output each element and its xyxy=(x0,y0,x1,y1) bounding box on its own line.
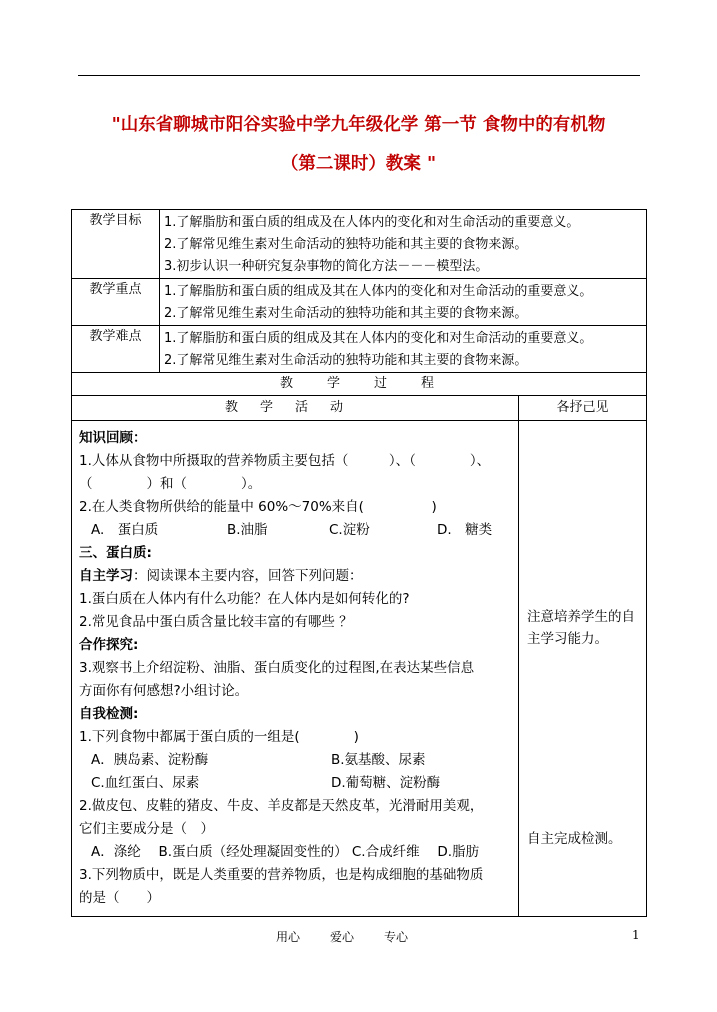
footer-word: 用心 xyxy=(276,930,301,944)
section-heading: 三、蛋白质: xyxy=(79,545,152,561)
question-text: 1.蛋白质在人体内有什么功能？在人体内是如何转化的? xyxy=(79,591,410,607)
document-title-line2: （第二课时）教案 " xyxy=(280,154,437,174)
question-text: 1.人体从食物中所摄取的营养物质主要包括（ ）、（ ）、 xyxy=(79,453,491,469)
activity-header: 教学活动 xyxy=(72,396,519,421)
notes-header: 各抒己见 xyxy=(519,396,647,421)
difficulties-row xyxy=(72,326,647,373)
option: A. 蛋白质 xyxy=(91,522,159,538)
question-text: （ ）和（ ）。 xyxy=(79,476,262,492)
option: C.淀粉 xyxy=(329,522,370,538)
objectives-row xyxy=(72,210,647,279)
activity-row xyxy=(72,421,647,917)
key-point-item: 1.了解脂肪和蛋白质的组成及其在人体内的变化和对生命活动的重要意义。 xyxy=(164,284,593,299)
footer-word: 专心 xyxy=(384,930,409,944)
option: A．胰岛素、淀粉酶 xyxy=(91,752,209,768)
objectives-label: 教学目标 xyxy=(72,210,160,279)
objective-item: 3.初步认识一种研究复杂事物的简化方法－－－模型法。 xyxy=(164,259,489,274)
self-study-label: 自主学习 xyxy=(79,568,133,584)
question-text: 它们主要成分是（ ） xyxy=(79,821,214,837)
key-point-item: 2.了解常见维生素对生命活动的独特功能和其主要的食物来源。 xyxy=(164,306,528,321)
section-heading: 自我检测: xyxy=(79,706,139,722)
question-text: 2.常见食品中蛋白质含量比较丰富的有哪些 ？ xyxy=(79,614,353,630)
lesson-plan-table xyxy=(71,209,647,917)
question-text: 2.做皮包、皮鞋的猪皮、牛皮、羊皮都是天然皮革，光滑耐用美观， xyxy=(79,798,484,814)
option: D.葡萄糖、淀粉酶 xyxy=(331,775,441,791)
process-header: 教学过程 xyxy=(72,373,647,396)
activity-header-row xyxy=(72,396,647,421)
document-title-line1: "山东省聊城市阳谷实验中学九年级化学 第一节 食物中的有机物 xyxy=(111,115,606,135)
objective-item: 1.了解脂肪和蛋白质的组成及在人体内的变化和对生命活动的重要意义。 xyxy=(164,215,580,230)
difficulty-item: 2.了解常见维生素对生命活动的独特功能和其主要的食物来源。 xyxy=(164,353,528,368)
activity-content xyxy=(72,421,519,917)
note-self-check: 自主完成检测。 xyxy=(527,831,622,847)
section-heading: 合作探究: xyxy=(79,637,139,653)
notes-column xyxy=(519,421,647,917)
key-points-label: 教学重点 xyxy=(72,279,160,326)
self-study-text: ：阅读课本主要内容，回答下列问题： xyxy=(133,568,363,584)
review-title: 知识回顾： xyxy=(79,430,147,446)
question-options xyxy=(79,772,512,795)
question-text: 3.下列物质中，既是人类重要的营养物质，也是构成细胞的基础物质 xyxy=(79,867,484,883)
question-text: 方面你有何感想?小组讨论。 xyxy=(79,683,249,699)
key-points-row xyxy=(72,279,647,326)
page-footer xyxy=(276,928,408,945)
option: B.氨基酸、尿素 xyxy=(331,752,426,768)
difficulties-content xyxy=(160,326,647,373)
question-options: A．涤纶 B.蛋白质（经处理凝固变性的） C.合成纤维 D.脂肪 xyxy=(91,844,480,860)
question-text: 1.下列食物中都属于蛋白质的一组是( ) xyxy=(79,729,359,745)
objectives-content xyxy=(160,210,647,279)
note-self-study: 注意培养学生的自主学习能力。 xyxy=(527,609,635,647)
page-number: 1 xyxy=(632,928,640,942)
question-text: 3.观察书上介绍淀粉、油脂、蛋白质变化的过程图,在表达某些信息 xyxy=(79,660,475,676)
key-points-content xyxy=(160,279,647,326)
header-rule xyxy=(78,75,640,76)
option: C.血红蛋白、尿素 xyxy=(91,775,200,791)
question-options xyxy=(79,749,512,772)
difficulties-label: 教学难点 xyxy=(72,326,160,373)
question-text: 的是（ ） xyxy=(79,890,160,906)
question-options xyxy=(79,519,512,542)
question-text: 2.在人类食物所供给的能量中 60%～70%来自( ) xyxy=(79,499,437,515)
difficulty-item: 1.了解脂肪和蛋白质的组成及其在人体内的变化和对生命活动的重要意义。 xyxy=(164,331,593,346)
self-study-line xyxy=(79,565,512,588)
option: B.油脂 xyxy=(227,522,268,538)
option: D. 糖类 xyxy=(437,522,493,538)
process-header-row xyxy=(72,373,647,396)
footer-word: 爱心 xyxy=(330,930,355,944)
objective-item: 2.了解常见维生素对生命活动的独特功能和其主要的食物来源。 xyxy=(164,237,528,252)
